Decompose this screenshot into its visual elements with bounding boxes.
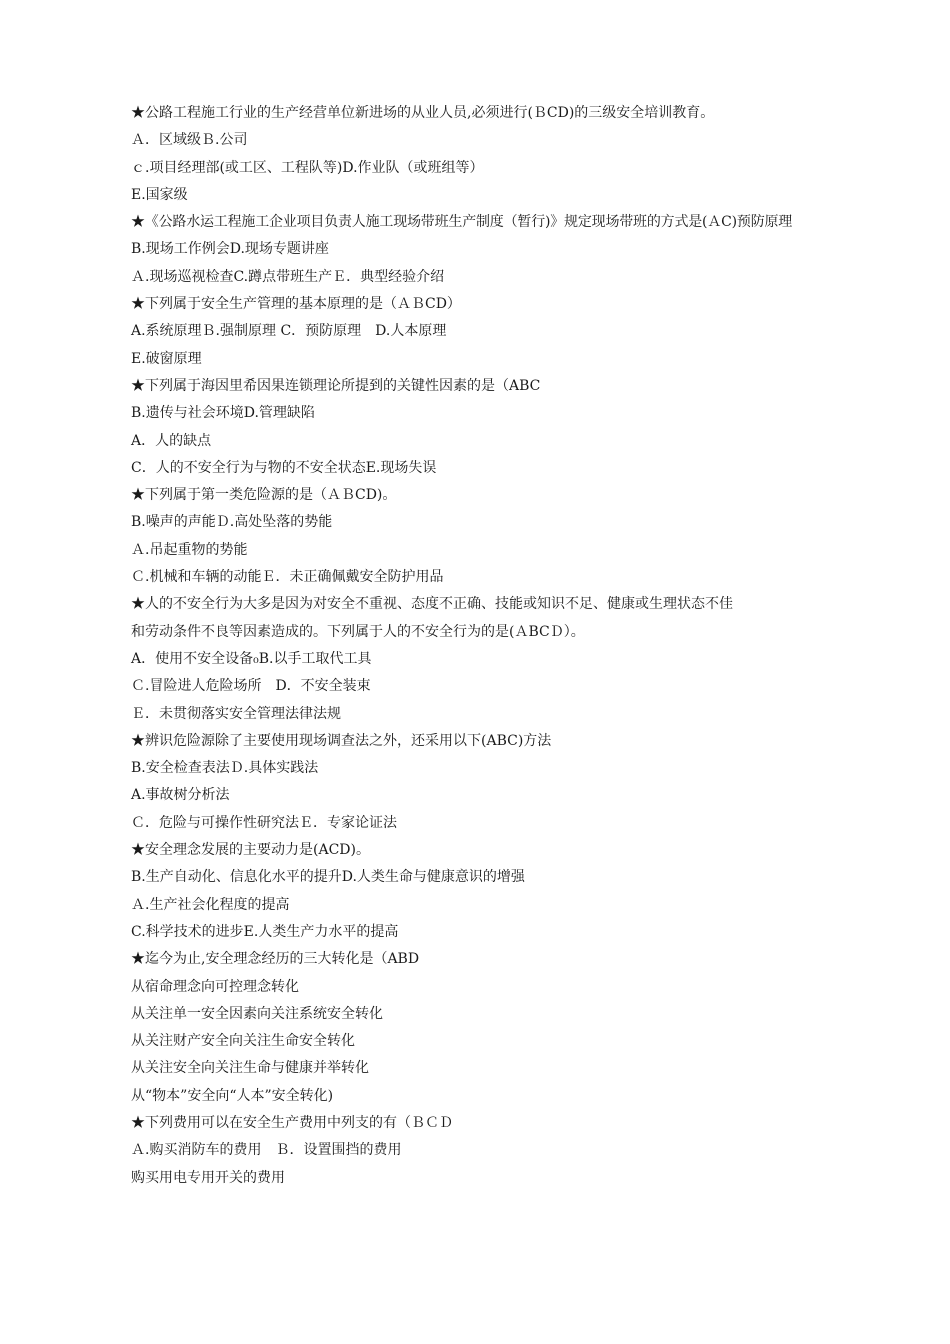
document-body bbox=[131, 100, 831, 1192]
answer-option-line: Ｃ.机械和车辆的动能Ｅ．未正确佩戴安全防护用品 bbox=[131, 569, 444, 586]
answer-option-line: 从关注单一安全因素向关注系统安全转化 bbox=[131, 1005, 383, 1022]
answer-option-line: Ａ．区域级Ｂ.公司 bbox=[131, 132, 248, 149]
answer-option-line: 购买用电专用开关的费用 bbox=[131, 1169, 285, 1186]
answer-option-line: 从关注财产安全向关注生命安全转化 bbox=[131, 1033, 355, 1050]
question-stem-continued: 和劳动条件不良等因素造成的。下列属于人的不安全行为的是(ＡBCＤ）。 bbox=[131, 623, 585, 640]
answer-option-line: Ｃ.冒险进人危险场所 D．不安全装束 bbox=[131, 678, 371, 695]
question-stem: ★安全理念发展的主要动力是(ACD)。 bbox=[131, 842, 370, 859]
answer-option-line: B.现场工作例会D.现场专题讲座 bbox=[131, 241, 329, 258]
answer-option-line: Ａ.现场巡视检查C.蹲点带班生产Ｅ．典型经验介绍 bbox=[131, 268, 445, 285]
question-stem: ★下列属于海因里希因果连锁理论所提到的关键性因素的是（ABC bbox=[131, 377, 541, 394]
answer-option-line: B.生产自动化、信息化水平的提升D.人类生命与健康意识的增强 bbox=[131, 869, 525, 886]
answer-option-line: C.科学技术的进步E.人类生产力水平的提高 bbox=[131, 923, 399, 940]
answer-option-line: C．人的不安全行为与物的不安全状态E.现场失误 bbox=[131, 459, 437, 476]
question-stem: ★下列属于安全生产管理的基本原理的是（ＡＢCD） bbox=[131, 296, 461, 313]
question-stem: ★《公路水运工程施工企业项目负责人施工现场带班生产制度（暂行)》规定现场带班的方式是(ＡC)预防原理 bbox=[131, 214, 793, 231]
question-stem: ★下列属于第一类危险源的是（ＡＢCD)。 bbox=[131, 487, 397, 504]
answer-option-line: 从关注安全向关注生命与健康并举转化 bbox=[131, 1060, 369, 1077]
answer-option-line: Ｃ．危险与可操作性研究法Ｅ．专家论证法 bbox=[131, 814, 397, 831]
answer-option-line: Ａ.生产社会化程度的提高 bbox=[131, 896, 290, 913]
question-stem: ★公路工程施工行业的生产经营单位新进场的从业人员,必须进行(ＢCD)的三级安全培训教育。 bbox=[131, 105, 715, 121]
question-stem: ★迄今为止,安全理念经历的三大转化是（ABD bbox=[131, 951, 420, 968]
answer-option-line: Ａ.吊起重物的势能 bbox=[131, 541, 248, 558]
answer-option-line: A.事故树分析法 bbox=[131, 787, 230, 804]
answer-option-line: E.破窗原理 bbox=[131, 350, 202, 367]
answer-option-line: A．使用不安全设备₀B.以手工取代工具 bbox=[131, 650, 372, 667]
answer-option-line: E.国家级 bbox=[131, 186, 188, 203]
answer-option-line: 从宿命理念向可控理念转化 bbox=[131, 978, 299, 995]
answer-option-line: A.系统原理Ｂ.强制原理 C．预防原理 D.人本原理 bbox=[131, 323, 447, 340]
question-stem: ★人的不安全行为大多是因为对安全不重视、态度不正确、技能或知识不足、健康或生理状态不佳 bbox=[131, 596, 733, 613]
question-stem: ★下列费用可以在安全生产费用中列支的有（ＢＣＤ bbox=[131, 1114, 453, 1131]
answer-option-line: 从“物本”安全向“人本”安全转化) bbox=[131, 1087, 334, 1104]
answer-option-line: ｃ.项目经理部(或工区、工程队等)D.作业队（或班组等） bbox=[131, 159, 484, 176]
answer-option-line: B.噪声的声能Ｄ.高处坠落的势能 bbox=[131, 514, 333, 531]
answer-option-line: A．人的缺点 bbox=[131, 432, 212, 449]
answer-option-line: B.遗传与社会环境D.管理缺陷 bbox=[131, 405, 315, 422]
question-stem: ★辨识危险源除了主要使用现场调查法之外，还采用以下(ABC)方法 bbox=[131, 732, 552, 749]
answer-option-line: Ａ.购买消防车的费用 Ｂ．设置围挡的费用 bbox=[131, 1142, 402, 1159]
answer-option-line: B.安全检查表法Ｄ.具体实践法 bbox=[131, 760, 319, 777]
answer-option-line: Ｅ．未贯彻落实安全管理法律法规 bbox=[131, 705, 341, 722]
